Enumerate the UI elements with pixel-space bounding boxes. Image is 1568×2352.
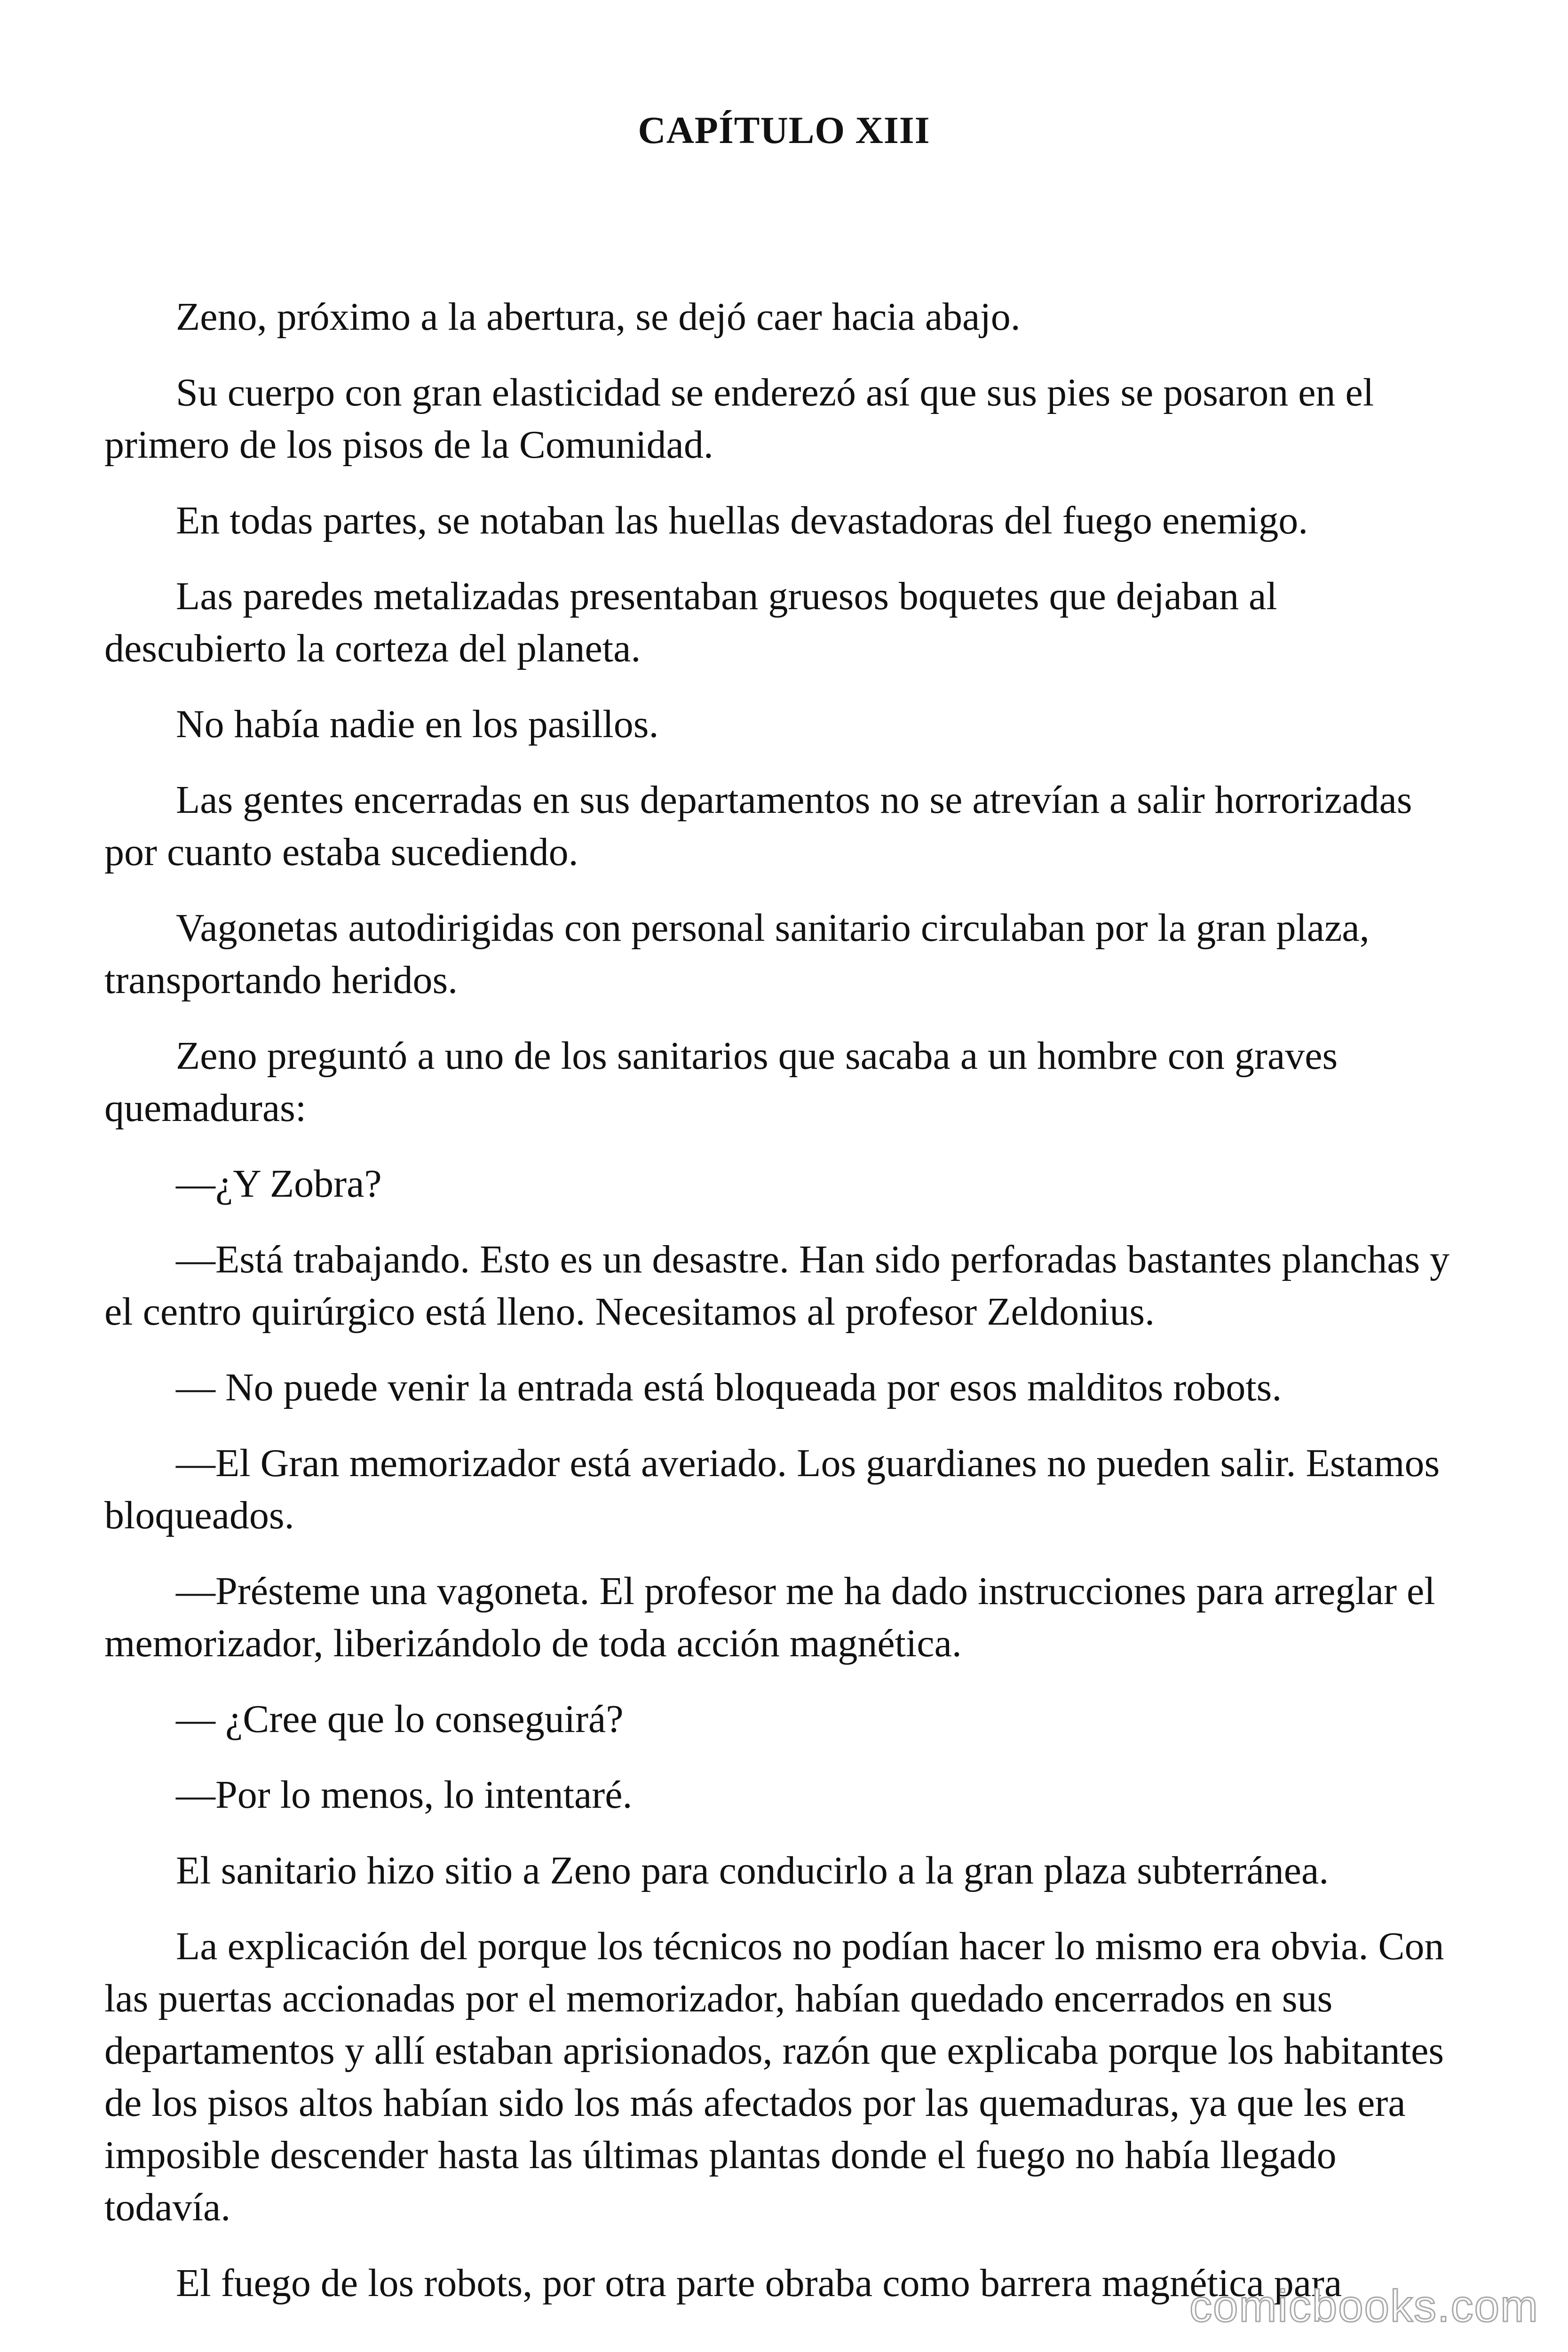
- chapter-title: CAPÍTULO XIII: [638, 108, 930, 151]
- paragraph: Zeno, próximo a la abertura, se dejó caer hacia abajo.: [176, 295, 1021, 339]
- paragraph: Las gentes encerradas en sus departamentos no se atrevían a salir horrorizadas por cuanto estaba sucediendo.: [104, 778, 1412, 874]
- body-text: [104, 291, 1466, 2333]
- dialogue-line: —Présteme una vagoneta. El profesor me ha dado instrucciones para arreglar el memorizador, liberizándolo de toda acción magnética.: [104, 1569, 1435, 1665]
- paragraph: Vagonetas autodirigidas con personal sanitario circulaban por la gran plaza, transportando heridos.: [104, 906, 1370, 1002]
- dialogue-line: —Está trabajando. Esto es un desastre. Han sido perforadas bastantes planchas y el centro quirúrgico está lleno. Necesitamos al profesor Zeldonius.: [104, 1238, 1450, 1334]
- dialogue-line: —¿Y Zobra?: [176, 1162, 382, 1206]
- dialogue-line: —El Gran memorizador está averiado. Los guardianes no pueden salir. Estamos bloqueados.: [104, 1441, 1440, 1537]
- paragraph: El fuego de los robots, por otra parte obraba como barrera magnética para: [176, 2261, 1342, 2305]
- paragraph: No había nadie en los pasillos.: [176, 702, 659, 746]
- paragraph: Las paredes metalizadas presentaban gruesos boquetes que dejaban al descubierto la corteza del planeta.: [104, 574, 1277, 670]
- paragraph: El sanitario hizo sitio a Zeno para conducirlo a la gran plaza subterránea.: [176, 1849, 1329, 1892]
- paragraph: Zeno preguntó a uno de los sanitarios que sacaba a un hombre con graves quemaduras:: [104, 1034, 1338, 1130]
- paragraph: En todas partes, se notaban las huellas devastadoras del fuego enemigo.: [176, 499, 1308, 542]
- dialogue-line: — ¿Cree que lo conseguirá?: [176, 1697, 624, 1741]
- paragraph: La explicación del porque los técnicos no podían hacer lo mismo era obvia. Con las puertas accionadas por el memorizador, habían quedado encerrados en sus departamentos y allí estaban aprisionados, razón que explicaba porque los habitantes de los pisos altos habían sido los más afectados por las quemaduras, ya que les era imposible descender hasta las últimas plantas donde el fuego no había llegado todavía.: [104, 1924, 1444, 2229]
- dialogue-line: — No puede venir la entrada está bloqueada por esos malditos robots.: [176, 1366, 1282, 1409]
- dialogue-line: —Por lo menos, lo intentaré.: [176, 1773, 633, 1817]
- watermark: comicbooks.com: [1189, 2281, 1539, 2331]
- paragraph: Su cuerpo con gran elasticidad se enderezó así que sus pies se posaron en el primero de los pisos de la Comunidad.: [104, 371, 1374, 467]
